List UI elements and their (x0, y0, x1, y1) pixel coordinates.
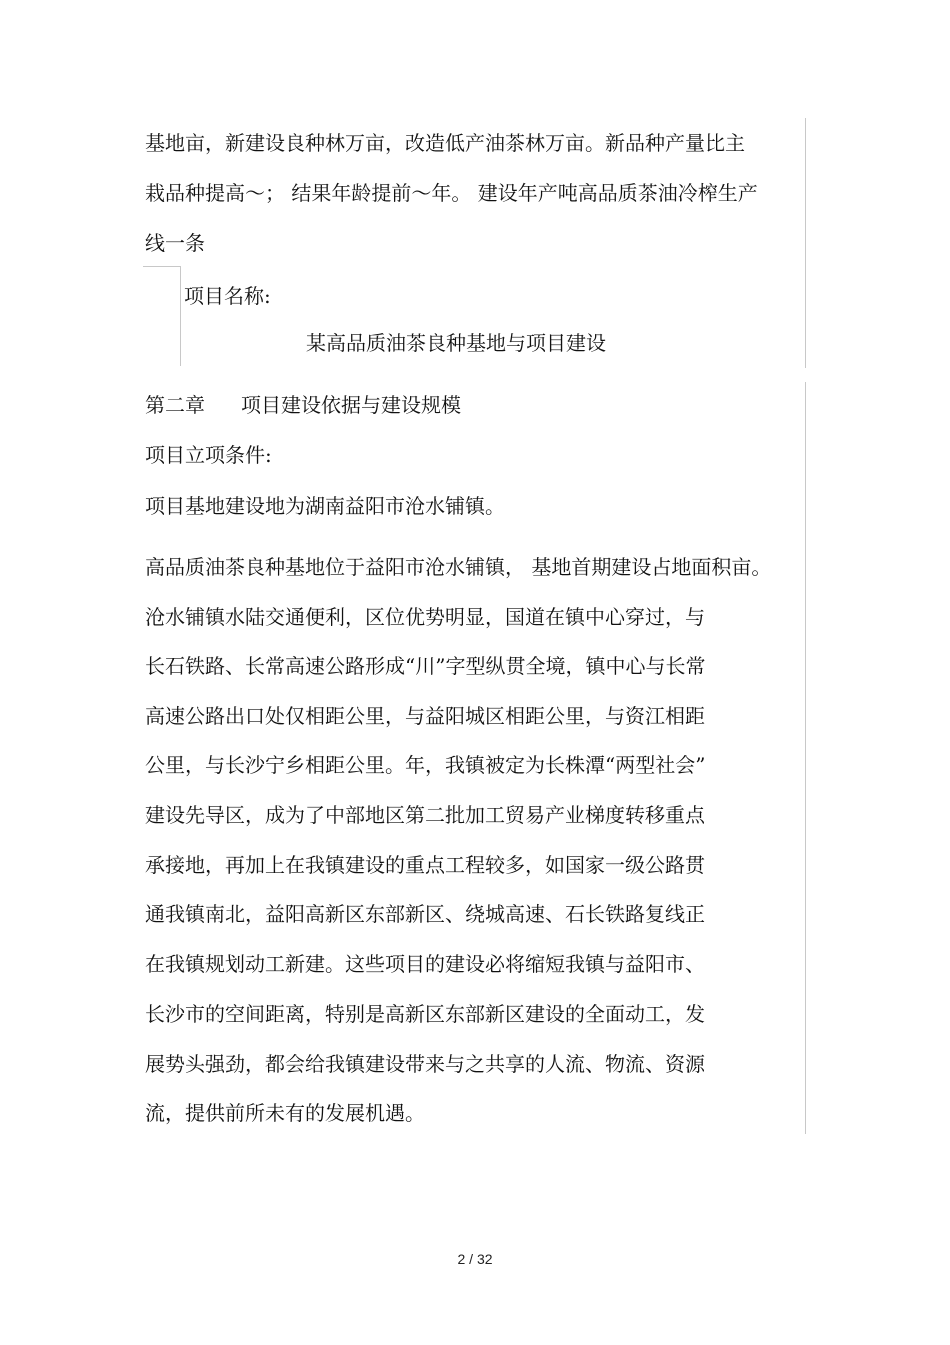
text-line: 通我镇南北，益阳高新区东部新区、绕城高速、石长铁路复线正 (145, 902, 705, 926)
section-heading: 项目立项条件: (145, 443, 272, 467)
text-line: 栽品种提高～； 结果年龄提前～年。 建设年产吨高品质茶油冷榨生产 (145, 181, 758, 205)
project-label: 项目名称: (184, 284, 271, 308)
frame-right-top-rule (805, 118, 806, 368)
project-box-top-rule (143, 266, 180, 267)
text-line: 流，提供前所未有的发展机遇。 (145, 1101, 425, 1125)
page-number: 2 / 32 (457, 1251, 493, 1267)
text-line: 线一条 (145, 231, 205, 255)
text-line: 高速公路出口处仅相距公里，与益阳城区相距公里，与资江相距 (145, 704, 705, 728)
frame-right-bottom-rule (805, 382, 806, 1134)
chapter-number: 第二章 (145, 393, 205, 417)
text-line: 长沙市的空间距离，特别是高新区东部新区建设的全面动工，发 (145, 1002, 705, 1026)
text-line: 高品质油茶良种基地位于益阳市沧水铺镇， 基地首期建设占地面积亩。 (145, 555, 772, 579)
project-box-left-rule (180, 266, 181, 366)
text-line: 基地亩，新建设良种林万亩，改造低产油茶林万亩。新品种产量比主 (145, 131, 745, 155)
text-line: 长石铁路、长常高速公路形成“川”字型纵贯全境，镇中心与长常 (145, 654, 706, 678)
text-line: 在我镇规划动工新建。这些项目的建设必将缩短我镇与益阳市、 (145, 952, 705, 976)
text-line: 承接地，再加上在我镇建设的重点工程较多，如国家一级公路贯 (145, 853, 705, 877)
project-name: 某高品质油茶良种基地与项目建设 (306, 331, 606, 355)
text-line: 沧水铺镇水陆交通便利，区位优势明显，国道在镇中心穿过，与 (145, 605, 705, 629)
text-line: 展势头强劲，都会给我镇建设带来与之共享的人流、物流、资源 (145, 1052, 705, 1076)
site-sentence: 项目基地建设地为湖南益阳市沧水铺镇。 (145, 494, 505, 518)
chapter-title: 项目建设依据与建设规模 (241, 393, 461, 417)
text-line: 建设先导区，成为了中部地区第二批加工贸易产业梯度转移重点 (145, 803, 705, 827)
text-line: 公里，与长沙宁乡相距公里。年，我镇被定为长株潭“两型社会” (145, 753, 706, 777)
